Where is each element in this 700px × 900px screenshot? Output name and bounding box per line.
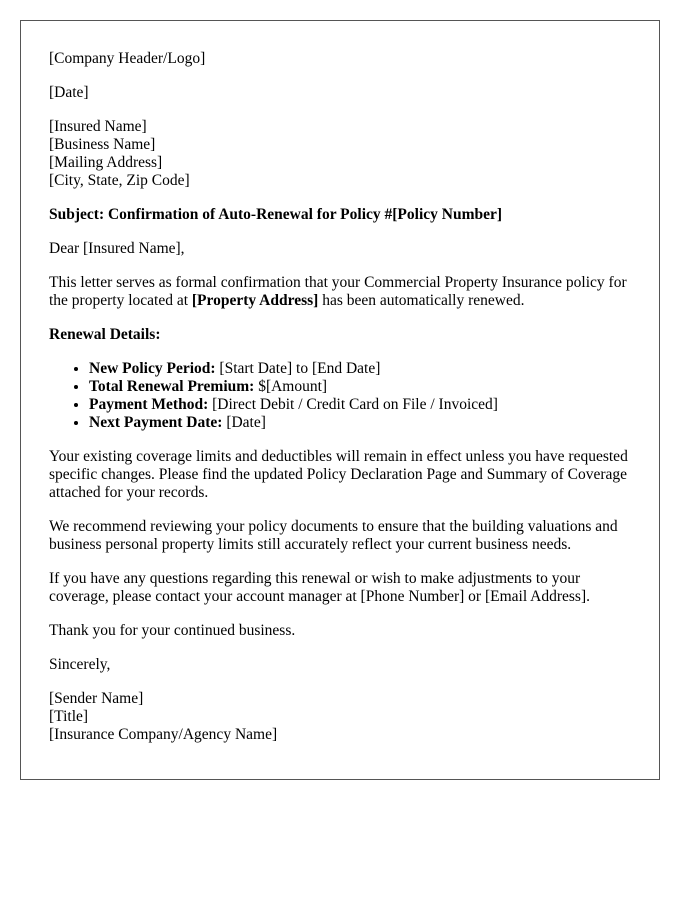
intro-paragraph <box>49 274 631 310</box>
recipient-mailing-address: [Mailing Address] <box>49 154 163 171</box>
salutation: Dear [Insured Name], <box>49 240 185 257</box>
detail-next-payment-date <box>89 414 631 432</box>
renewal-details-heading: Renewal Details: <box>49 326 161 343</box>
detail-label: Next Payment Date: <box>89 414 223 431</box>
detail-label: New Policy Period: <box>89 360 216 377</box>
detail-value: [Date] <box>222 414 266 431</box>
detail-policy-period <box>89 360 631 378</box>
intro-text-after: has been automatically renewed. <box>318 292 525 309</box>
letter-date: [Date] <box>49 84 89 101</box>
sender-company: [Insurance Company/Agency Name] <box>49 726 278 743</box>
recommendation-paragraph: We recommend reviewing your policy documents to ensure that the building valuations and business personal property limits still accurately reflect your current business needs. <box>49 518 618 553</box>
sender-title: [Title] <box>49 708 89 725</box>
signature-block <box>49 690 631 744</box>
sender-name: [Sender Name] <box>49 690 144 707</box>
renewal-details-list <box>49 360 631 432</box>
detail-value: [Direct Debit / Credit Card on File / Invoiced] <box>208 396 498 413</box>
thanks-line: Thank you for your continued business. <box>49 622 296 639</box>
recipient-business-name: [Business Name] <box>49 136 156 153</box>
closing-line: Sincerely, <box>49 656 111 673</box>
detail-label: Payment Method: <box>89 396 209 413</box>
detail-value: [Start Date] to [End Date] <box>215 360 381 377</box>
recipient-insured-name: [Insured Name] <box>49 118 147 135</box>
detail-renewal-premium <box>89 378 631 396</box>
detail-value: $[Amount] <box>254 378 328 395</box>
company-header: [Company Header/Logo] <box>49 50 206 67</box>
detail-label: Total Renewal Premium: <box>89 378 255 395</box>
questions-paragraph: If you have any questions regarding this renewal or wish to make adjustments to your coverage, please contact your account manager at [Phone Number] or [Email Address]. <box>49 570 590 605</box>
property-address: [Property Address] <box>191 292 319 309</box>
intro-text-before: This letter serves as formal confirmation that your Commercial Property Insurance policy for the property located at <box>49 274 627 309</box>
recipient-city-state-zip: [City, State, Zip Code] <box>49 172 190 189</box>
subject-line: Subject: Confirmation of Auto-Renewal for Policy #[Policy Number] <box>49 206 503 223</box>
detail-payment-method <box>89 396 631 414</box>
coverage-paragraph: Your existing coverage limits and deductibles will remain in effect unless you have requested specific changes. Please find the updated Policy Declaration Page and Summary of Coverage attached for your records. <box>49 448 628 501</box>
recipient-address-block <box>49 118 631 190</box>
letter-page <box>20 20 660 780</box>
